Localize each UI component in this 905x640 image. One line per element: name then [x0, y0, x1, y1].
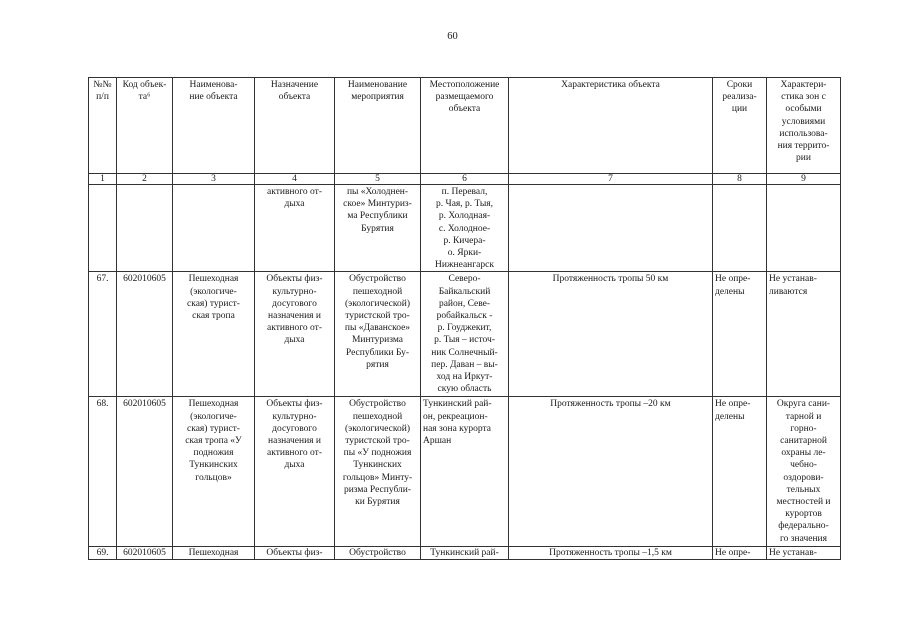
- page-number: 60: [447, 31, 458, 42]
- object-characteristic: Протяженность тропы 50 км: [509, 272, 713, 397]
- object-name: Пешеходная (экологиче- ская) турист- ская тропа «У подножия Тункинских гольцов»: [173, 397, 255, 547]
- column-number: 4: [255, 174, 335, 185]
- object-characteristic: Протяженность тропы –1,5 км: [509, 547, 713, 560]
- object-code: 602010605: [117, 397, 173, 547]
- measure-name: Обустройство пешеходной (экологической) туристской тро- пы «Даванское» Минтуризма Республики Бу- рятия: [335, 272, 421, 397]
- object-name: [173, 185, 255, 272]
- table-row: [89, 397, 841, 547]
- header-cell: Наименование мероприятия: [335, 78, 421, 174]
- table-row: [89, 272, 841, 397]
- measure-name: Обустройство пешеходной (экологической) туристской тро- пы «У подножия Тункинских гольцов» Минту- ризма Республи- ки Бурятия: [335, 397, 421, 547]
- implementation-term: Не опре-: [713, 547, 767, 560]
- header-cell: №№ п/п: [89, 78, 117, 174]
- object-name: Пешеходная (экологиче- ская) турист- ская тропа: [173, 272, 255, 397]
- objects-table: [88, 77, 841, 560]
- object-purpose: активного от- дыха: [255, 185, 335, 272]
- column-number: 5: [335, 174, 421, 185]
- object-characteristic: Протяженность тропы –20 км: [509, 397, 713, 547]
- object-purpose: Объекты физ-: [255, 547, 335, 560]
- column-number: 1: [89, 174, 117, 185]
- special-zones: Округа сани- тарной и горно- санитарной охраны ле- чебно- оздорови- тельных местностей и курортов федерально- го значения: [767, 397, 841, 547]
- object-characteristic: [509, 185, 713, 272]
- object-location: п. Перевал, р. Чая, р. Тыя, р. Холодная- с. Холодное- р. Кичера- о. Ярки- Нижнеангарск: [421, 185, 509, 272]
- header-cell: Код объек- та⁶: [117, 78, 173, 174]
- row-number: 67.: [89, 272, 117, 397]
- column-number: 2: [117, 174, 173, 185]
- table-header-row: [89, 78, 841, 174]
- object-location: Тункинский рай- он, рекреацион- ная зона курорта Аршан: [421, 397, 509, 547]
- row-number: 69.: [89, 547, 117, 560]
- object-name: Пешеходная: [173, 547, 255, 560]
- row-number: [89, 185, 117, 272]
- column-number: 6: [421, 174, 509, 185]
- header-cell: Сроки реализа- ции: [713, 78, 767, 174]
- header-cell: Местоположение размещаемого объекта: [421, 78, 509, 174]
- object-code: [117, 185, 173, 272]
- measure-name: Обустройство: [335, 547, 421, 560]
- table-row: [89, 185, 841, 272]
- special-zones: [767, 185, 841, 272]
- implementation-term: Не опре- делены: [713, 397, 767, 547]
- column-number: 9: [767, 174, 841, 185]
- object-location: Северо- Байкальский район, Севе- робайкальск - р. Гоуджекит, р. Тыя – источ- ник Солнечный- пер. Даван – вы- ход на Иркут- скую область: [421, 272, 509, 397]
- table-row: [89, 547, 841, 560]
- header-cell: Характеристика объекта: [509, 78, 713, 174]
- special-zones: Не устанав-: [767, 547, 841, 560]
- column-number: 3: [173, 174, 255, 185]
- header-cell: Характери- стика зон с особыми условиями использова- ния террито- рии: [767, 78, 841, 174]
- measure-name: пы «Холоднен- ское» Минтуриз- ма Республики Бурятия: [335, 185, 421, 272]
- object-code: 602010605: [117, 272, 173, 397]
- object-location: Тункинский рай-: [421, 547, 509, 560]
- object-purpose: Объекты физ- культурно- досугового назначения и активного от- дыха: [255, 397, 335, 547]
- column-number: 8: [713, 174, 767, 185]
- header-cell: Наименова- ние объекта: [173, 78, 255, 174]
- column-number-row: [89, 174, 841, 185]
- implementation-term: [713, 185, 767, 272]
- object-purpose: Объекты физ- культурно- досугового назначения и активного от- дыха: [255, 272, 335, 397]
- row-number: 68.: [89, 397, 117, 547]
- column-number: 7: [509, 174, 713, 185]
- header-cell: Назначение объекта: [255, 78, 335, 174]
- implementation-term: Не опре- делены: [713, 272, 767, 397]
- special-zones: Не устанав- ливаются: [767, 272, 841, 397]
- object-code: 602010605: [117, 547, 173, 560]
